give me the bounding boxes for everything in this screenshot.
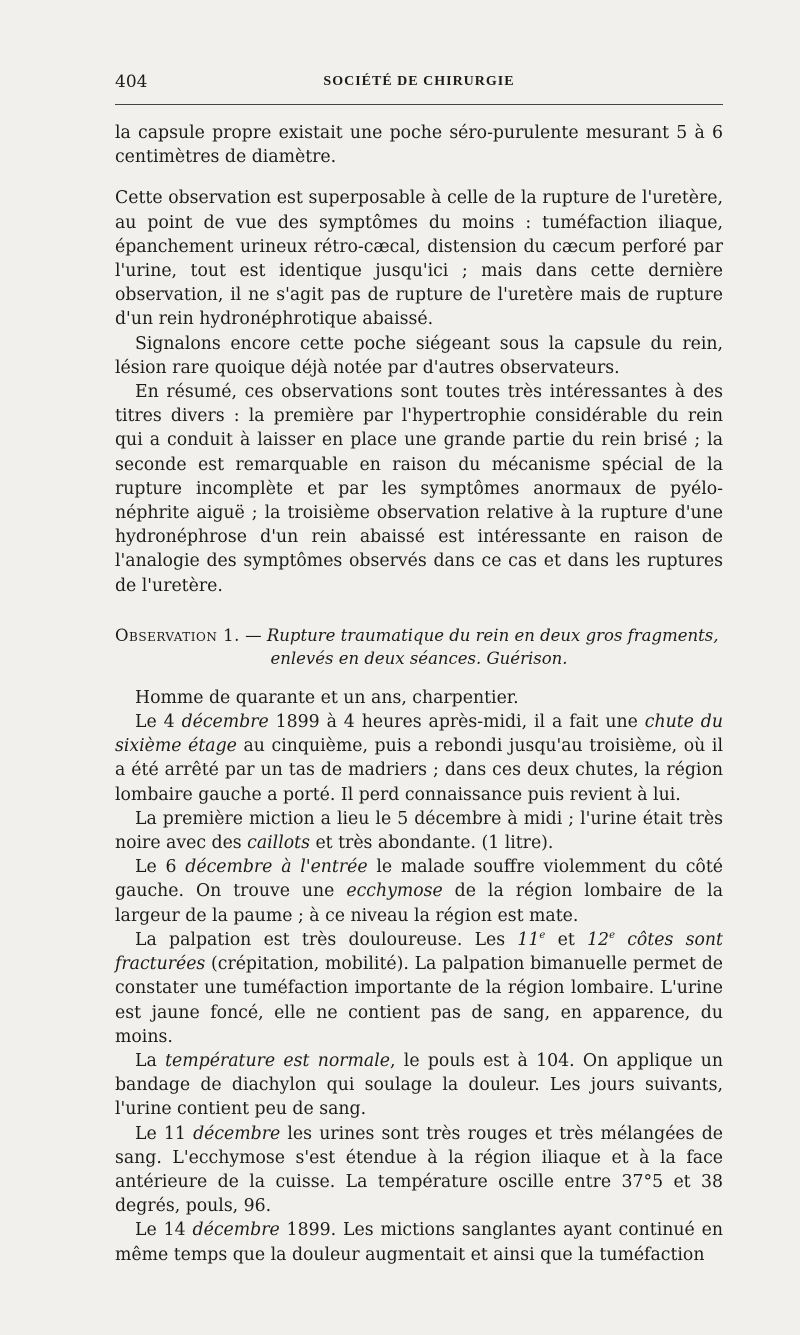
paragraph: Le 11 décembre les urines sont très rouges et très mélangées de sang. L'ecchymose s'est étendue à la région iliaque et à la face antérieure de la cuisse. La température oscille entre 37°5 et 38 degrés, pouls, 96. [115, 1123, 723, 1217]
paragraph: La température est normale, le pouls est à 104. On applique un bandage de diachylon qui soulage la douleur. Les jours suivants, l'urine contient peu de sang. [115, 1050, 723, 1120]
header-rule [115, 104, 723, 105]
running-title: SOCIÉTÉ DE CHIRURGIE [323, 74, 515, 89]
paragraph: Signalons encore cette poche siégeant sous la capsule du rein, lésion rare quoique déjà notée par d'autres observateurs. [115, 333, 723, 378]
page-number: 404 [115, 72, 148, 92]
page-header [115, 72, 723, 96]
observation-body [115, 686, 723, 1267]
body-text [115, 121, 723, 1267]
paragraph: Cette observation est superposable à celle de la rupture de l'uretère, au point de vue des symptômes du moins : tuméfaction iliaque, épanchement urineux rétro-cæcal, distension du cæcum perforé par l'urine, tout est identique jusqu'ici ; mais dans cette dernière observation, il ne s'agit pas de rupture de l'uretère mais de rupture d'un rein hydronéphrotique abaissé. [115, 188, 723, 330]
observation-label: Observation 1. [115, 625, 240, 645]
paragraph: La première miction a lieu le 5 décembre à midi ; l'urine était très noire avec des caillots et très abondante. (1 litre). [115, 808, 723, 854]
paragraph: Homme de quarante et un ans, charpentier. [135, 687, 519, 708]
paragraph: Le 6 décembre à l'entrée le malade souffre violemment du côté gauche. On trouve une ecchymose de la région lombaire de la largeur de la paume ; à ce niveau la région est mate. [115, 857, 724, 926]
paragraph: En résumé, ces observations sont toutes très intéressantes à des titres divers : la première par l'hypertrophie considérable du rein qui a conduit à laisser en place une grande partie du rein brisé ; la seconde est remarquable en raison du mécanisme spécial de la rupture incomplète et par les symptômes anormaux de pyélo-néphrite aiguë ; la troisième observation relative à la rupture d'une hydronéphrose d'un rein abaissé est intéressante en raison de l'analogie des symptômes observés dans ce cas et dans les ruptures de l'uretère. [115, 382, 723, 596]
paragraph: La palpation est très douloureuse. Les 11e et 12e côtes sont fracturées (crépitation, mobilité). La palpation bimanuelle permet de constater une tuméfaction importante de la région lombaire. L'urine est jaune foncé, elle ne contient pas de sang, en apparence, du moins. [115, 929, 723, 1047]
paragraph: Le 4 décembre 1899 à 4 heures après-midi, il a fait une chute du sixième étage au cinquième, puis a rebondi jusqu'au troisième, où il a été arrêté par un tas de madriers ; dans ces deux chutes, la région lombaire gauche a porté. Il perd connaissance puis revient à lui. [115, 712, 724, 805]
observation-heading: Observation 1. — Rupture traumatique du rein en deux gros fragments, enlevés en deux séances. Guérison. [115, 625, 719, 668]
observation-title: Rupture traumatique du rein en deux gros fragments, [266, 625, 719, 645]
paragraph: Le 14 décembre 1899. Les mictions sanglantes ayant continué en même temps que la douleur augmentait et ainsi que la tuméfaction [115, 1220, 723, 1265]
paragraph-continuation: la capsule propre existait une poche séro-purulente mesurant 5 à 6 centimètres de diamètre. [115, 123, 723, 168]
observation-subtitle: enlevés en deux séances. Guérison. [270, 648, 568, 668]
